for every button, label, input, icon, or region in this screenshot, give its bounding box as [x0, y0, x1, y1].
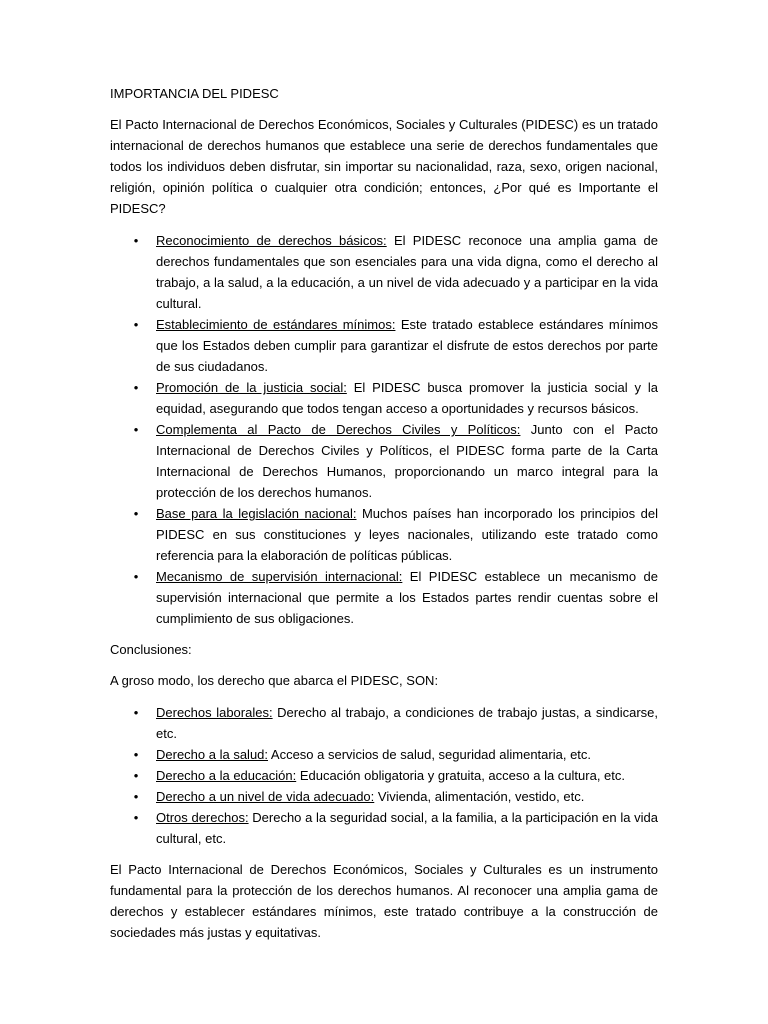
list-item — [110, 314, 658, 377]
item-text: Junto con el Pacto Internacional de Derechos Civiles y Políticos, el PIDESC forma parte de la Carta Internacional de Derechos Humanos, proporcionando un marco integral para la protección de los derechos humanos. — [156, 422, 658, 500]
importance-list — [110, 230, 658, 629]
list-item — [110, 566, 658, 629]
bullet-icon: • — [133, 768, 139, 783]
item-term: Base para la legislación nacional: — [156, 506, 357, 521]
bullet-icon: • — [133, 569, 139, 584]
item-text: Vivienda, alimentación, vestido, etc. — [374, 789, 585, 804]
list-item — [110, 503, 658, 566]
item-text: El PIDESC busca promover la justicia social y la equidad, asegurando que todos tengan acceso a oportunidades y recursos básicos. — [156, 380, 659, 416]
item-text: El PIDESC establece un mecanismo de supervisión internacional que permite a los Estados partes rendir cuentas sobre el cumplimiento de sus obligaciones. — [156, 569, 658, 626]
bullet-icon: • — [133, 810, 139, 825]
bullet-icon: • — [133, 506, 139, 521]
item-text: Derecho a la seguridad social, a la familia, a la participación en la vida cultural, etc. — [156, 810, 658, 846]
conclusions-heading: Conclusiones: — [110, 642, 192, 657]
list-item — [110, 419, 658, 503]
item-text: Acceso a servicios de salud, seguridad alimentaria, etc. — [268, 747, 592, 762]
item-text: Muchos países han incorporado los principios del PIDESC en sus constituciones y leyes nacionales, utilizando este tratado como referencia para la elaboración de políticas públicas. — [156, 506, 658, 563]
bullet-icon: • — [133, 317, 139, 332]
item-text: Este tratado establece estándares mínimos que los Estados deben cumplir para garantizar el disfrute de estos derechos por parte de sus ciudadanos. — [156, 317, 658, 374]
closing-paragraph: El Pacto Internacional de Derechos Económicos, Sociales y Culturales es un instrumento fundamental para la protección de los derechos humanos. Al reconocer una amplia gama de derechos y establecer estándares mínimos, este tratado contribuye a la construcción de sociedades más justas y equitativas. — [110, 862, 658, 940]
list-item — [110, 377, 658, 419]
list-item — [110, 230, 658, 314]
item-text: El PIDESC reconoce una amplia gama de derechos fundamentales que son esenciales para una vida digna, como el derecho al trabajo, a la salud, a la educación, a un nivel de vida adecuado y a participar en la vida cultural. — [156, 233, 658, 311]
document-page — [110, 83, 658, 953]
rights-intro: A groso modo, los derecho que abarca el PIDESC, SON: — [110, 673, 439, 688]
list-item — [110, 786, 658, 807]
item-text: Educación obligatoria y gratuita, acceso a la cultura, etc. — [296, 768, 625, 783]
list-item — [110, 744, 658, 765]
bullet-icon: • — [133, 380, 139, 395]
item-term: Derecho a la salud: — [156, 747, 269, 762]
item-term: Derecho a la educación: — [156, 768, 297, 783]
bullet-icon: • — [133, 422, 139, 437]
item-term: Complementa al Pacto de Derechos Civiles y Políticos: — [156, 422, 521, 437]
list-item — [110, 765, 658, 786]
intro-paragraph: El Pacto Internacional de Derechos Económicos, Sociales y Culturales (PIDESC) es un tratado internacional de derechos humanos que establece una serie de derechos fundamentales que todos los individuos deben disfrutar, sin importar su nacionalidad, raza, sexo, origen nacional, religión, opinión política o cualquier otra condición; entonces, ¿Por qué es Importante el PIDESC? — [110, 117, 658, 216]
item-term: Otros derechos: — [156, 810, 249, 825]
item-term: Mecanismo de supervisión internacional: — [156, 569, 403, 584]
list-item — [110, 807, 658, 849]
item-term: Reconocimiento de derechos básicos: — [156, 233, 387, 248]
document-title: IMPORTANCIA DEL PIDESC — [110, 86, 279, 101]
item-term: Promoción de la justicia social: — [156, 380, 347, 395]
item-term: Derecho a un nivel de vida adecuado: — [156, 789, 375, 804]
rights-list — [110, 702, 658, 849]
bullet-icon: • — [133, 705, 139, 720]
item-term: Establecimiento de estándares mínimos: — [156, 317, 396, 332]
bullet-icon: • — [133, 789, 139, 804]
bullet-icon: • — [133, 747, 139, 762]
item-term: Derechos laborales: — [156, 705, 273, 720]
bullet-icon: • — [133, 233, 139, 248]
list-item — [110, 702, 658, 744]
item-text: Derecho al trabajo, a condiciones de trabajo justas, a sindicarse, etc. — [156, 705, 658, 741]
